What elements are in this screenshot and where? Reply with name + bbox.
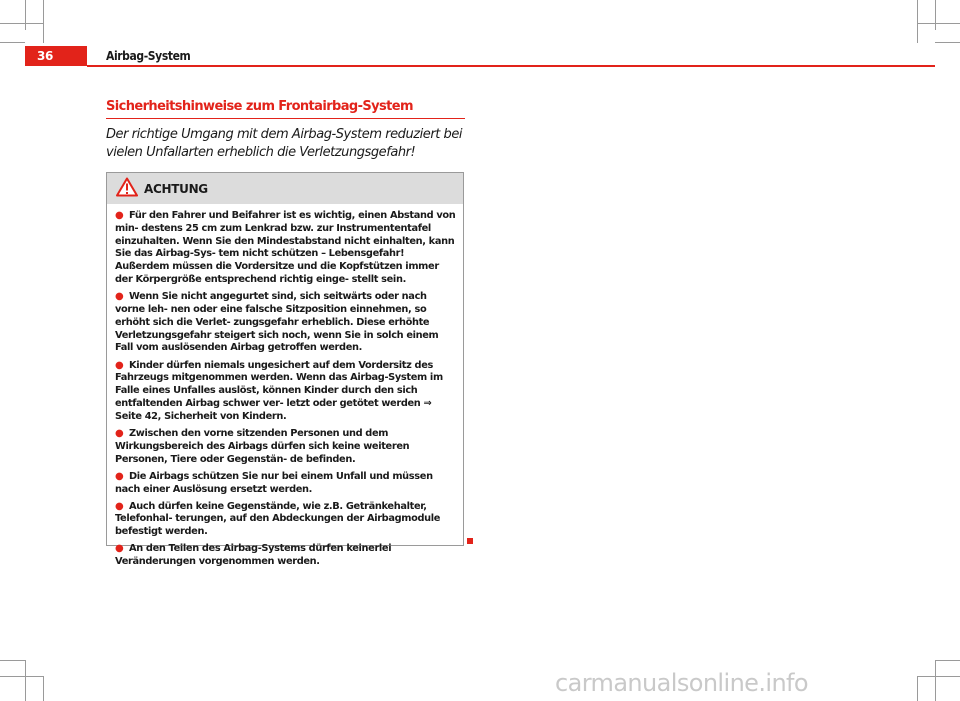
warning-list [115,210,459,573]
warning-item-text: Für den Fahrer und Beifahrer ist es wichtig, einen Abstand von min- destens 25 cm zum Lenkrad bzw. zur Instrumententafel einzuhalten. Wenn Sie den Mindestabstand nicht einhalten, kann Sie das Airbag-Sys- tem nicht schützen – Lebensgefahr! Außerdem müssen die Vordersitze und die Kopfstützen immer der Körpergröße entsprechend richtig einge- stellt sein. [115,210,456,285]
warning-item-text: Wenn Sie nicht angegurtet sind, sich seitwärts oder nach vorne leh- nen oder eine falsche Sitzposition einnehmen, so erhöht sich die Verlet- zungsgefahr erheblich. Diese erhöhte Verletzungsgefahr steigert sich noch, wenn Sie in solch einem Fall vom auslösenden Airbag getroffen werden. [115,291,439,354]
warning-item [115,291,459,355]
crop-mark [43,676,44,701]
crop-mark [917,0,918,43]
crop-mark [935,660,936,701]
bullet-icon: ● [115,470,124,482]
crop-mark [935,660,960,661]
watermark: carmanualsonline.info [555,669,808,697]
chapter-title: Airbag-System [106,49,191,63]
warning-item [115,501,459,539]
warning-item [115,428,459,466]
bullet-icon: ● [115,291,124,303]
warning-item [115,543,459,569]
section-end-marker [467,538,473,544]
warning-item-text: An den Teilen des Airbag-Systems dürfen keinerlei Veränderungen vorgenommen werden. [115,543,392,568]
crop-mark [935,0,936,30]
crop-mark [25,0,26,30]
section-rule [106,118,465,119]
page-number-badge [25,46,87,66]
page-number: 36 [37,49,54,63]
intro-text: Der richtige Umgang mit dem Airbag-System reduziert bei vielen Unfallarten erheblich die Verletzungsgefahr! [106,127,463,160]
crop-mark [0,676,43,677]
header-rule [87,65,935,67]
warning-item-text: Kinder dürfen niemals ungesichert auf dem Vordersitz des Fahrzeugs mitgenommen werden. Wenn das Airbag-System im Falle eines Unfalles auslöst, können Kinder durch den sich entfaltenden Airbag schwer ver- letzt oder getötet werden ⇒ Seite 42, Sicherheit von Kindern. [115,359,443,422]
warning-box [106,172,464,568]
warning-triangle-icon [116,177,138,197]
warning-title: ACHTUNG [144,182,208,196]
warning-header [107,173,463,204]
section-title: Sicherheitshinweise zum Frontairbag-System [106,99,413,114]
bullet-icon: ● [115,500,124,512]
crop-mark [917,676,960,677]
warning-item-text: Zwischen den vorne sitzenden Personen und dem Wirkungsbereich des Airbags dürfen sich keine weiteren Personen, Tiere oder Gegenstän- de befinden. [115,427,410,465]
crop-mark [0,42,25,43]
crop-mark [917,676,918,701]
crop-mark [935,42,960,43]
crop-mark [917,23,960,24]
bullet-icon: ● [115,359,124,371]
bullet-icon: ● [115,427,124,439]
crop-mark [0,660,25,661]
bullet-icon: ● [115,543,124,555]
bullet-icon: ● [115,210,124,221]
warning-item [115,360,459,424]
warning-item [115,471,459,497]
warning-item [115,210,459,287]
crop-mark [43,0,44,43]
warning-item-text: Auch dürfen keine Gegenstände, wie z.B. Getränkehalter, Telefonhal- terungen, auf den Abdeckungen der Airbagmodule befestigt werden. [115,500,441,538]
crop-mark [25,660,26,701]
warning-item-text: Die Airbags schützen Sie nur bei einem Unfall und müssen nach einer Auslösung ersetzt werden. [115,470,433,495]
crop-mark [0,23,43,24]
